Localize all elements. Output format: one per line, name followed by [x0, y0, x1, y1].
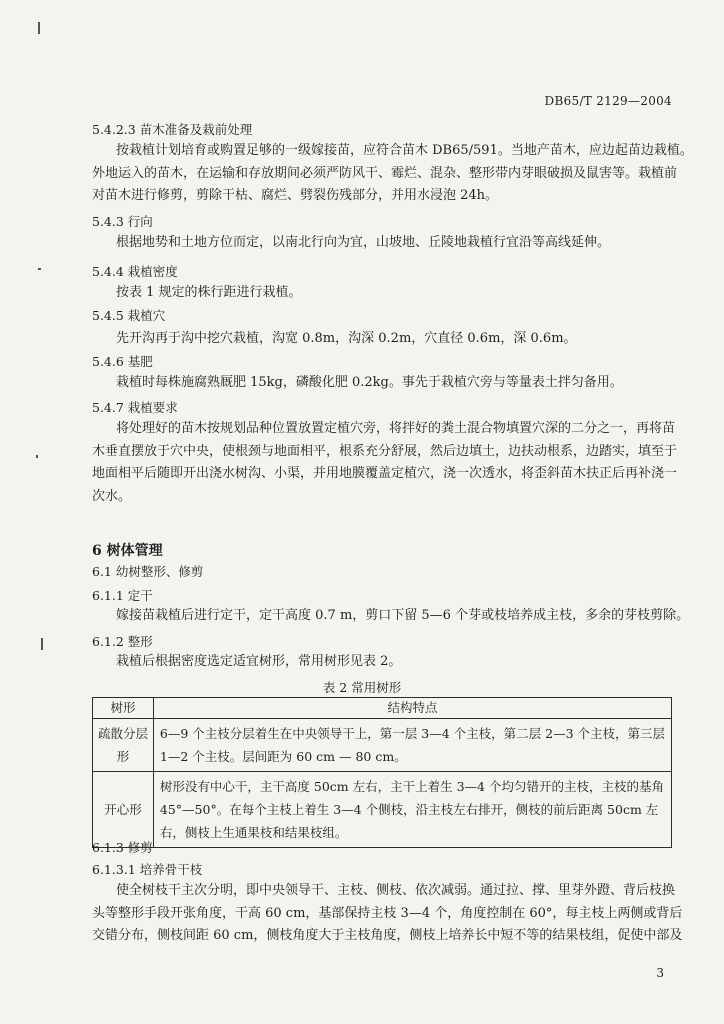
text-line: 右，侧枝上生通果枝和结果枝组。 [159, 825, 348, 840]
heading-5-4-2-3: 5.4.2.3 苗木准备及栽前处理 [92, 122, 253, 137]
text-line: 1—2 个主枝。层间距为 60 cm — 80 cm。 [159, 749, 407, 764]
table-header-cell: 树形 [93, 698, 154, 719]
paragraph-5-4-2-3 [92, 140, 693, 208]
text-line: 木垂直摆放于穴中央，使根颈与地面相平，根系充分舒展，然后边填土，边扶动根系，边踏实，填至于 [92, 443, 678, 459]
paragraph-5-4-4 [92, 282, 672, 305]
text-line: 6—9 个主枝分层着生在中央领导干上，第一层 3—4 个主枝，第二层 2—3 个主枝，第三层 [159, 726, 665, 741]
document-code: DB65/T 2129—2004 [544, 94, 672, 108]
text-line: 按表 1 规定的株行距进行栽植。 [116, 285, 302, 300]
text-line: 树形没有中心干，主干高度 50cm 左右，主干上着生 3—4 个均匀错开的主枝，主枝的基角 [159, 779, 664, 794]
heading-5-4-3: 5.4.3 行向 [92, 214, 153, 229]
text-line: 使全树枝干主次分明，即中央领导干、主枝、侧枝、依次减弱。通过拉、撑、里芽外蹬、背后枝换 [116, 883, 676, 898]
text-line: 次水。 [92, 488, 132, 504]
heading-6-1: 6.1 幼树整形、修剪 [92, 564, 204, 579]
heading-6-1-3: 6.1.3 修剪 [92, 840, 153, 855]
heading-6-1-1: 6.1.1 定干 [92, 588, 153, 603]
page-number: 3 [656, 966, 664, 980]
heading-6: 6 树体管理 [92, 543, 163, 559]
paragraph-5-4-3 [92, 232, 672, 255]
table-row [93, 772, 672, 848]
heading-5-4-5: 5.4.5 栽植穴 [92, 308, 166, 323]
text-line: 对苗木进行修剪，剪除干枯、腐烂、劈裂伤残部分，并用水浸泡 24h。 [92, 188, 499, 203]
table-header-cell: 结构特点 [153, 698, 671, 719]
paragraph-6-1-3-1 [92, 880, 683, 948]
text-line: 将处理好的苗木按规划品种位置放置定植穴旁，将拌好的粪土混合物填置穴深的二分之一，再将苗 [116, 421, 676, 436]
scan-mark [36, 455, 38, 458]
table-cell-desc [153, 772, 671, 848]
heading-5-4-4: 5.4.4 栽植密度 [92, 264, 178, 279]
text-line: 按栽植计划培育或购置足够的一级嫁接苗，应符合苗木 DB65/591。当地产苗木，应边起苗边栽植。 [116, 143, 693, 158]
text-line: 先开沟再于沟中挖穴栽植，沟宽 0.8m，沟深 0.2m，穴直径 0.6m，深 0.6m。 [116, 331, 577, 346]
text-line: 嫁接苗栽植后进行定干，定干高度 0.7 m，剪口下留 5—6 个芽或枝培养成主枝，多余的芽枝剪除。 [116, 608, 690, 623]
text-line: 地面相平后随即开出浇水树沟、小渠，并用地膜覆盖定植穴，浇一次透水，将歪斜苗木扶正后再补浇一 [92, 466, 678, 481]
text-line: 头等整形手段开张角度，干高 60 cm，基部保持主枝 3—4 个，角度控制在 60°，每主枝上两侧或背后 [92, 905, 683, 921]
paragraph-6-1-2 [92, 651, 672, 674]
tree-form-table [92, 697, 672, 848]
table-header-row [93, 698, 672, 719]
text-line: 栽植后根据密度选定适宜树形，常用树形见表 2。 [116, 654, 402, 669]
paragraph-6-1-1 [92, 605, 690, 628]
text-line: 根据地势和土地方位而定，以南北行向为宜，山坡地、丘陵地栽植行宜沿等高线延伸。 [116, 235, 611, 250]
text-line: 栽植时每株施腐熟厩肥 15kg，磷酸化肥 0.2kg。事先于栽植穴旁与等量表土拌匀备用。 [116, 375, 623, 390]
text-line: 交错分布，侧枝间距 60 cm，侧枝角度大于主枝角度，侧枝上培养长中短不等的结果枝组，促使中部及 [92, 928, 683, 943]
heading-5-4-7: 5.4.7 栽植要求 [92, 400, 178, 415]
paragraph-5-4-5 [92, 328, 672, 351]
heading-5-4-6: 5.4.6 基肥 [92, 354, 153, 369]
table-caption: 表 2 常用树形 [322, 680, 402, 695]
table-cell-name: 开心形 [93, 772, 154, 848]
text-line: 外地运入的苗木，在运输和存放期间必须严防风干、霉烂、混杂、整形带内芽眼破损及鼠害等。栽植前 [92, 165, 678, 181]
scan-mark [38, 22, 40, 34]
paragraph-5-4-6 [92, 372, 672, 395]
heading-6-1-2: 6.1.2 整形 [92, 634, 153, 649]
table-row [93, 719, 672, 772]
scan-mark [41, 638, 43, 650]
paragraph-5-4-7 [92, 418, 678, 508]
text-line: 45°—50°。在每个主枝上着生 3—4 个侧枝，沿主枝左右排开，侧枝的前后距离 50cm 左 [159, 802, 659, 817]
table-cell-desc [153, 719, 671, 772]
table-cell-name: 疏散分层形 [93, 719, 154, 772]
scan-mark [38, 268, 41, 270]
heading-6-1-3-1: 6.1.3.1 培养骨干枝 [92, 862, 203, 877]
